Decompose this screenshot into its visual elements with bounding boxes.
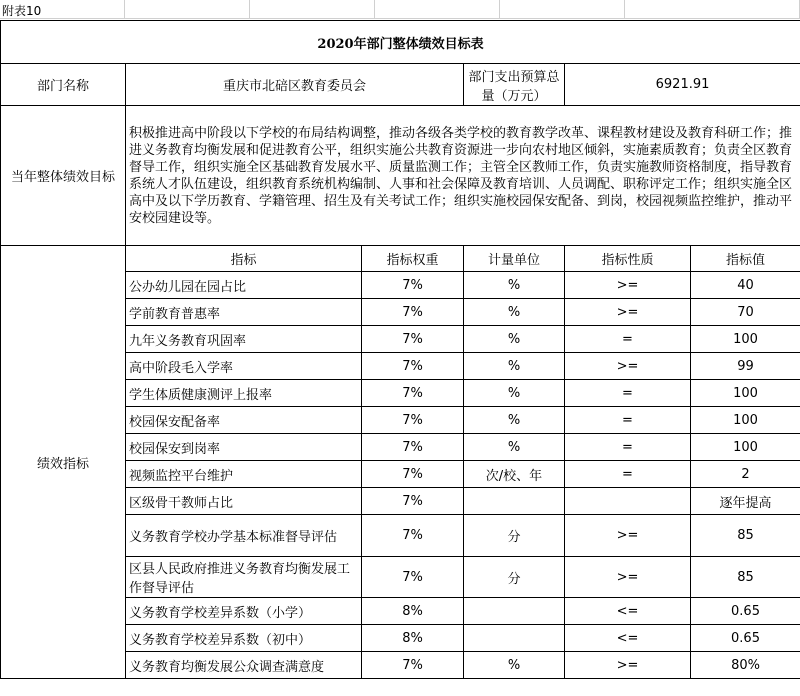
indicator-unit: %: [464, 380, 565, 407]
indicator-name: 义务教育均衡发展公众调查满意度: [126, 652, 362, 679]
indicator-nature: >=: [565, 299, 691, 326]
indicator-nature: >=: [565, 515, 691, 557]
indicator-value: 80%: [691, 652, 800, 679]
indicator-unit: 分: [464, 557, 565, 598]
indicator-name: 高中阶段毛入学率: [126, 353, 362, 380]
indicator-name: 校园保安到岗率: [126, 434, 362, 461]
column-header: 指标值: [691, 246, 800, 272]
header-cell: [625, 0, 800, 19]
goal-text: 积极推进高中阶段以下学校的布局结构调整，推动各级各类学校的教育教学改革、课程教材建设及教育科研工作；推进义务教育均衡发展和促进教育公平，组织实施公共教育资源进一步向农村地区倾斜，实施素质教育；负责全区教育督导工作，组织实施全区基础教育发展水平、质量监测工作；主管全区教师工作，负责实施教师资格制度，指导教育系统人才队伍建设，组织教育系统机构编制、人事和社会保障及教育培训、人员调配、职称评定工作；组织实施全区高中及以下学历教育、学籍管理、招生及有关考试工作；组织实施校园保安配备、到岗，校园视频监控维护，推动平安校园建设等。: [126, 106, 800, 246]
indicator-unit: 次/校、年: [464, 461, 565, 488]
header-cell: [250, 0, 375, 19]
indicator-value: 40: [691, 272, 800, 299]
indicator-nature: =: [565, 407, 691, 434]
indicator-value: 2: [691, 461, 800, 488]
indicator-nature: >=: [565, 557, 691, 598]
indicator-name: 公办幼儿园在园占比: [126, 272, 362, 299]
indicator-value: 逐年提高: [691, 488, 800, 515]
indicator-unit: %: [464, 652, 565, 679]
indicator-unit: [464, 598, 565, 625]
indicator-nature: >=: [565, 353, 691, 380]
indicator-value: 85: [691, 515, 800, 557]
budget-label: 部门支出预算总量（万元）: [464, 64, 565, 106]
indicator-weight: 7%: [362, 434, 464, 461]
indicator-weight: 8%: [362, 598, 464, 625]
indicator-value: 0.65: [691, 598, 800, 625]
indicator-value: 99: [691, 353, 800, 380]
column-header: 指标: [126, 246, 362, 272]
sheet-header-row: [0, 0, 800, 20]
goal-label: 当年整体绩效目标: [1, 106, 126, 246]
indicator-value: 70: [691, 299, 800, 326]
column-header: 指标性质: [565, 246, 691, 272]
indicator-name: 学前教育普惠率: [126, 299, 362, 326]
indicator-weight: 7%: [362, 461, 464, 488]
column-header: 计量单位: [464, 246, 565, 272]
indicator-name: 义务教育学校差异系数（小学）: [126, 598, 362, 625]
indicator-value: 85: [691, 557, 800, 598]
indicator-name: 区级骨干教师占比: [126, 488, 362, 515]
title-row: [1, 21, 800, 64]
indicator-weight: 7%: [362, 272, 464, 299]
indicator-value: 100: [691, 407, 800, 434]
indicator-weight: 7%: [362, 326, 464, 353]
indicator-nature: =: [565, 461, 691, 488]
indicator-name: 义务教育学校办学基本标准督导评估: [126, 515, 362, 557]
indicator-nature: =: [565, 380, 691, 407]
indicator-unit: %: [464, 299, 565, 326]
indicator-unit: %: [464, 353, 565, 380]
indicator-unit: %: [464, 326, 565, 353]
performance-table: [0, 20, 800, 679]
dept-name-value: 重庆市北碚区教育委员会: [126, 64, 464, 106]
budget-value: 6921.91: [565, 64, 800, 106]
indicator-unit: %: [464, 272, 565, 299]
indicator-value: 100: [691, 434, 800, 461]
table-title: 2020年部门整体绩效目标表: [1, 21, 800, 64]
indicator-value: 0.65: [691, 625, 800, 652]
indicator-unit: 分: [464, 515, 565, 557]
indicator-unit: %: [464, 434, 565, 461]
indicator-nature: <=: [565, 598, 691, 625]
indicator-name: 学生体质健康测评上报率: [126, 380, 362, 407]
header-cell: [375, 0, 500, 19]
column-header: 指标权重: [362, 246, 464, 272]
indicator-nature: =: [565, 434, 691, 461]
indicator-weight: 7%: [362, 652, 464, 679]
indicator-unit: %: [464, 407, 565, 434]
header-cell: [500, 0, 625, 19]
column-header-row: [1, 246, 800, 272]
indicator-weight: 7%: [362, 407, 464, 434]
indicator-nature: <=: [565, 625, 691, 652]
dept-name-label: 部门名称: [1, 64, 126, 106]
indicator-nature: >=: [565, 652, 691, 679]
indicator-name: 校园保安配备率: [126, 407, 362, 434]
indicator-weight: 7%: [362, 488, 464, 515]
indicator-name: 区县人民政府推进义务教育均衡发展工作督导评估: [126, 557, 362, 598]
indicator-weight: 7%: [362, 515, 464, 557]
indicator-weight: 7%: [362, 557, 464, 598]
indicator-name: 视频监控平台维护: [126, 461, 362, 488]
indicator-weight: 7%: [362, 353, 464, 380]
indicator-weight: 7%: [362, 380, 464, 407]
indicator-name: 九年义务教育巩固率: [126, 326, 362, 353]
indicator-weight: 7%: [362, 299, 464, 326]
indicator-nature: =: [565, 326, 691, 353]
indicator-name: 义务教育学校差异系数（初中）: [126, 625, 362, 652]
dept-row: [1, 64, 800, 106]
annex-label: 附表10: [2, 4, 42, 18]
indicator-unit: [464, 488, 565, 515]
goal-row: [1, 106, 800, 246]
indicator-nature: [565, 488, 691, 515]
indicator-nature: >=: [565, 272, 691, 299]
indicator-value: 100: [691, 380, 800, 407]
header-cell: [125, 0, 250, 19]
indicator-unit: [464, 625, 565, 652]
indicator-value: 100: [691, 326, 800, 353]
indicator-weight: 8%: [362, 625, 464, 652]
perf-label: 绩效指标: [1, 246, 126, 679]
